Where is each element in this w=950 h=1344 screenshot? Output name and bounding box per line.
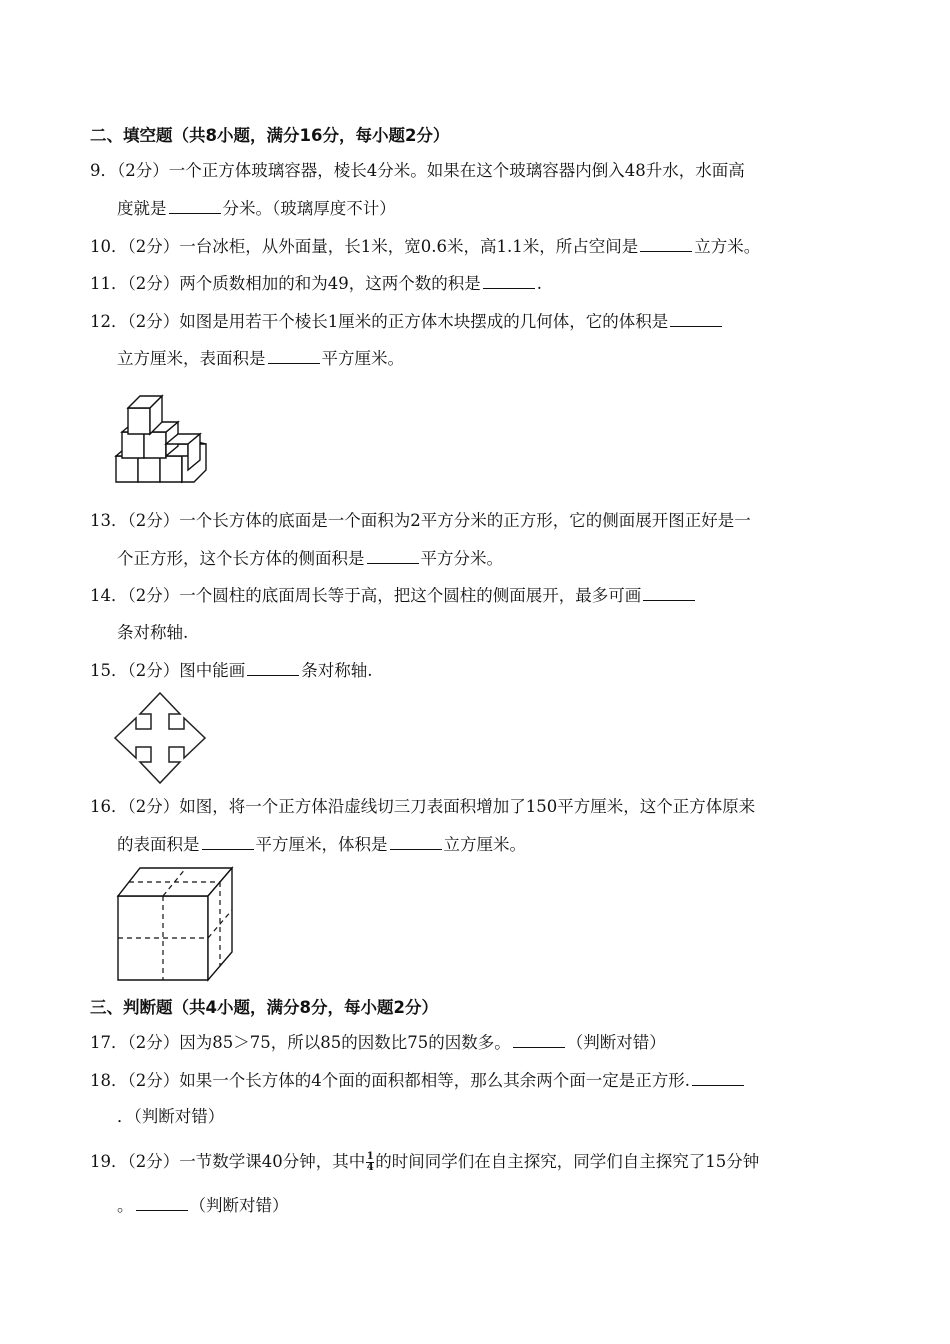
four-arrows-figure	[110, 690, 210, 786]
question-13-text-c: 平方分米。	[420, 549, 503, 568]
answer-blank[interactable]	[692, 1069, 744, 1086]
question-16-line-2	[117, 833, 526, 856]
question-17	[90, 1031, 666, 1054]
question-12-text: 12．（2分）如图是用若干个棱长1厘米的正方体木块摆成的几何体，它的体积是	[90, 312, 669, 331]
question-18-line-1	[90, 1069, 746, 1092]
question-16-text-b: 的表面积是	[117, 835, 200, 854]
question-14-line-2: 条对称轴.	[117, 623, 189, 642]
question-11-text: 11．（2分）两个质数相加的和为49，这两个数的积是	[90, 274, 481, 293]
question-19-text-b: 的时间同学们在自主探究，同学们自主探究了15分钟	[375, 1152, 760, 1171]
question-13-line-1: 13．（2分）一个长方体的底面是一个面积为2平方分米的正方形，它的侧面展开图正好是一	[90, 511, 751, 530]
question-15-text: 15．（2分）图中能画	[90, 661, 246, 680]
question-13-line-2	[117, 547, 503, 570]
question-16-text-c: 平方厘米，体积是	[255, 835, 388, 854]
answer-blank[interactable]	[390, 833, 442, 850]
question-19-note: （判断对错）	[189, 1196, 289, 1215]
stacked-cubes-figure	[108, 386, 218, 488]
question-10	[90, 235, 760, 258]
question-16-text-d: 立方厘米。	[443, 835, 526, 854]
question-12-text-c: 平方厘米。	[321, 349, 404, 368]
question-18-text: 18．（2分）如果一个长方体的4个面的面积都相等，那么其余两个面一定是正方形.	[90, 1071, 690, 1090]
question-9-line-2	[117, 197, 396, 220]
question-13-text-b: 个正方形，这个长方体的侧面积是	[117, 549, 365, 568]
cube-cut-figure	[112, 862, 238, 984]
answer-blank[interactable]	[136, 1194, 188, 1211]
question-12-text-b: 立方厘米，表面积是	[117, 349, 266, 368]
question-14-text: 14．（2分）一个圆柱的底面周长等于高，把这个圆柱的侧面展开，最多可画	[90, 586, 642, 605]
question-19-line-2	[117, 1194, 289, 1217]
question-16-line-1: 16．（2分）如图，将一个正方体沿虚线切三刀表面积增加了150平方厘米，这个正方体原来	[90, 797, 756, 816]
question-19-line-1	[90, 1151, 759, 1173]
question-11-end: .	[536, 274, 542, 293]
question-19-text-c: 。	[117, 1196, 134, 1215]
section-judgment-title: 三、判断题（共4小题，满分8分，每小题2分）	[90, 998, 438, 1017]
question-10-unit: 立方米。	[694, 237, 761, 256]
question-9-text-a: 度就是	[117, 199, 167, 218]
answer-blank[interactable]	[483, 272, 535, 289]
question-14-line-1	[90, 584, 697, 607]
question-17-note: （判断对错）	[566, 1033, 666, 1052]
question-17-text: 17．（2分）因为85＞75，所以85的因数比75的因数多。	[90, 1033, 511, 1052]
question-19-text: 19．（2分）一节数学课40分钟，其中	[90, 1152, 366, 1171]
section-fill-in-title: 二、填空题（共8小题，满分16分，每小题2分）	[90, 126, 450, 145]
answer-blank[interactable]	[513, 1031, 565, 1048]
question-9-text-b: 分米。（玻璃厚度不计）	[222, 199, 396, 218]
answer-blank[interactable]	[367, 547, 419, 564]
answer-blank[interactable]	[640, 235, 692, 252]
fraction-one-quarter: $\frac{1}{4}$	[366, 1151, 374, 1173]
question-9-line-1: 9．（2分）一个正方体玻璃容器，棱长4分米。如果在这个玻璃容器内倒入48升水，水面高	[90, 161, 745, 180]
question-15	[90, 659, 373, 682]
question-18-line-2: ．（判断对错）	[117, 1107, 225, 1126]
question-12-line-1	[90, 310, 724, 333]
question-15-end: 条对称轴.	[301, 661, 373, 680]
answer-blank[interactable]	[202, 833, 254, 850]
question-12-line-2	[117, 347, 404, 370]
answer-blank[interactable]	[670, 310, 722, 327]
answer-blank[interactable]	[268, 347, 320, 364]
question-11	[90, 272, 542, 295]
question-10-text: 10．（2分）一台冰柜，从外面量，长1米，宽0.6米，高1.1米，所占空间是	[90, 237, 639, 256]
answer-blank[interactable]	[169, 197, 221, 214]
answer-blank[interactable]	[643, 584, 695, 601]
answer-blank[interactable]	[247, 659, 299, 676]
